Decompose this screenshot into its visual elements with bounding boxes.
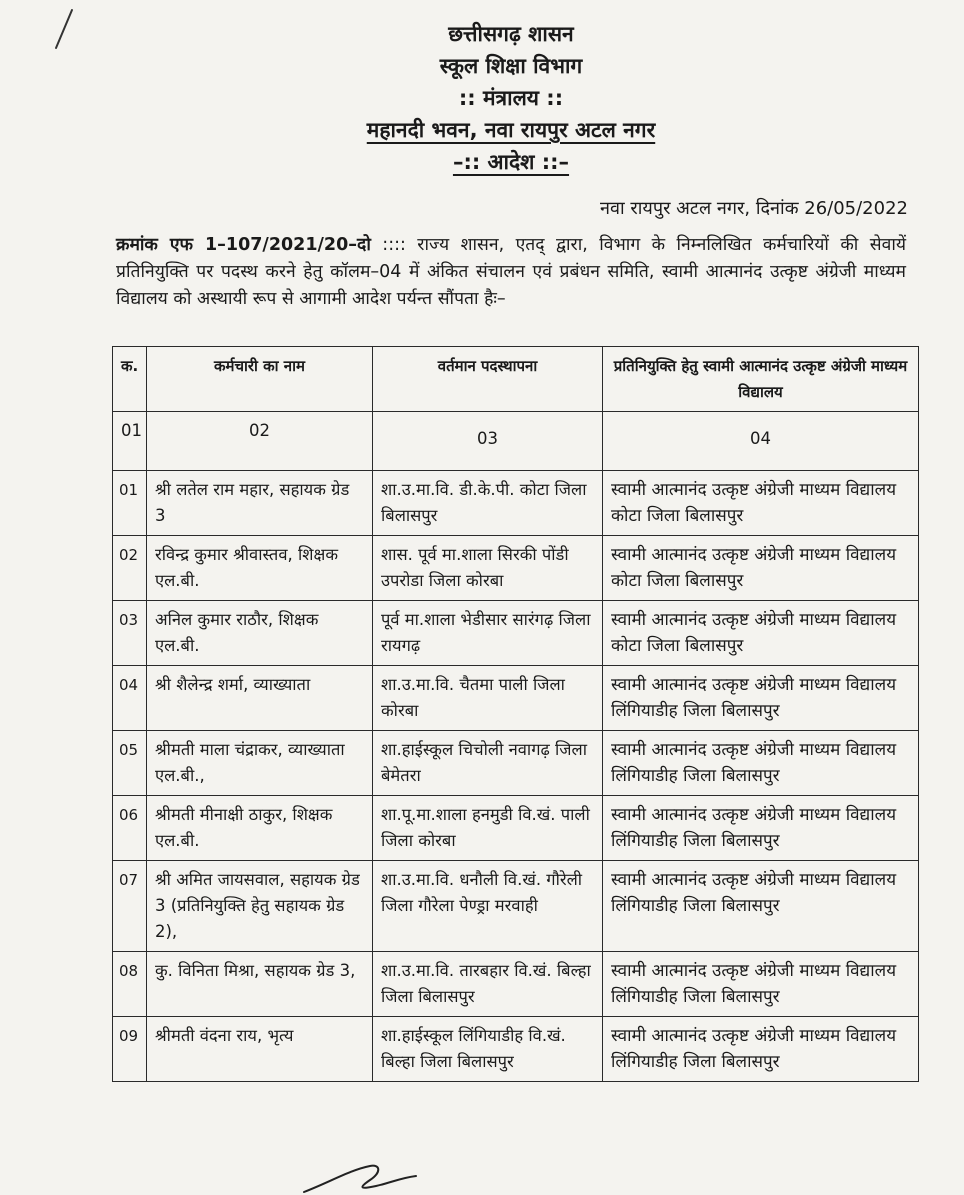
employee-name: श्री अमित जायसवाल, सहायक ग्रेड 3 (प्रतिनियुक्ति हेतु सहायक ग्रेड 2),: [147, 861, 373, 952]
current-posting: शा.पू.मा.शाला हनमुडी वि.खं. पाली जिला कोरबा: [373, 796, 603, 861]
employee-name: कु. विनिता मिश्रा, सहायक ग्रेड 3,: [147, 952, 373, 1017]
deputation-school: स्वामी आत्मानंद उत्कृष्ट अंग्रेजी माध्यम विद्यालय लिंगियाडीह जिला बिलासपुर: [603, 861, 919, 952]
serial-number: 03: [113, 601, 147, 666]
column-number-row: [113, 412, 919, 471]
table-header-row: [113, 347, 919, 412]
header-serial: क.: [113, 347, 147, 412]
deputation-school: स्वामी आत्मानंद उत्कृष्ट अंग्रेजी माध्यम विद्यालय लिंगियाडीह जिला बिलासपुर: [603, 796, 919, 861]
serial-number: 09: [113, 1017, 147, 1082]
deputation-school: स्वामी आत्मानंद उत्कृष्ट अंग्रेजी माध्यम विद्यालय कोटा जिला बिलासपुर: [603, 601, 919, 666]
table-row: [113, 731, 919, 796]
column-number: 01: [113, 412, 147, 471]
ministry-label: :: मंत्रालय ::: [458, 86, 564, 110]
document-header: [0, 18, 964, 178]
handwritten-signature: [300, 1160, 420, 1195]
current-posting: शा.उ.मा.वि. तारबहार वि.खं. बिल्हा जिला बिलासपुर: [373, 952, 603, 1017]
order-date: नवा रायपुर अटल नगर, दिनांक 26/05/2022: [600, 198, 908, 219]
column-number: 04: [603, 412, 919, 471]
table-row: [113, 536, 919, 601]
table-row: [113, 796, 919, 861]
current-posting: शा.हाईस्कूल चिचोली नवागढ़ जिला बेमेतरा: [373, 731, 603, 796]
employee-name: श्रीमती वंदना राय, भृत्य: [147, 1017, 373, 1082]
deputation-school: स्वामी आत्मानंद उत्कृष्ट अंग्रेजी माध्यम विद्यालय लिंगियाडीह जिला बिलासपुर: [603, 1017, 919, 1082]
order-number: क्रमांक एफ 1–107/2021/20–दो: [116, 235, 371, 255]
serial-number: 08: [113, 952, 147, 1017]
header-current-posting: वर्तमान पदस्थापना: [373, 347, 603, 412]
deputation-table: [112, 346, 919, 1082]
header-employee-name: कर्मचारी का नाम: [147, 347, 373, 412]
column-number: 02: [147, 412, 373, 471]
serial-number: 07: [113, 861, 147, 952]
current-posting: पूर्व मा.शाला भेडीसार सारंगढ़ जिला रायगढ़: [373, 601, 603, 666]
table-row: [113, 952, 919, 1017]
office-address: महानदी भवन, नवा रायपुर अटल नगर: [366, 118, 656, 142]
employee-name: अनिल कुमार राठौर, शिक्षक एल.बी.: [147, 601, 373, 666]
header-deputation-school: प्रतिनियुक्ति हेतु स्वामी आत्मानंद उत्कृष्ट अंग्रेजी माध्यम विद्यालय: [603, 347, 919, 412]
current-posting: शा.उ.मा.वि. चैतमा पाली जिला कोरबा: [373, 666, 603, 731]
serial-number: 02: [113, 536, 147, 601]
current-posting: शा.उ.मा.वि. धनौली वि.खं. गौरेली जिला गौरेला पेण्ड्रा मरवाही: [373, 861, 603, 952]
current-posting: शा.हाईस्कूल लिंगियाडीह वि.खं. बिल्हा जिला बिलासपुर: [373, 1017, 603, 1082]
serial-number: 06: [113, 796, 147, 861]
order-title: –:: आदेश ::–: [452, 150, 570, 174]
table-row: [113, 601, 919, 666]
current-posting: शा.उ.मा.वि. डी.के.पी. कोटा जिला बिलासपुर: [373, 471, 603, 536]
deputation-table-wrap: [112, 346, 918, 1082]
current-posting: शास. पूर्व मा.शाला सिरकी पोंडी उपरोडा जिला कोरबा: [373, 536, 603, 601]
deputation-school: स्वामी आत्मानंद उत्कृष्ट अंग्रेजी माध्यम विद्यालय कोटा जिला बिलासपुर: [603, 471, 919, 536]
employee-name: रविन्द्र कुमार श्रीवास्तव, शिक्षक एल.बी.: [147, 536, 373, 601]
column-number: 03: [373, 412, 603, 471]
deputation-school: स्वामी आत्मानंद उत्कृष्ट अंग्रेजी माध्यम विद्यालय कोटा जिला बिलासपुर: [603, 536, 919, 601]
employee-name: श्रीमती माला चंद्राकर, व्याख्याता एल.बी.,: [147, 731, 373, 796]
table-row: [113, 666, 919, 731]
department-name: स्कूल शिक्षा विभाग: [439, 54, 583, 78]
serial-number: 01: [113, 471, 147, 536]
table-row: [113, 861, 919, 952]
table-row: [113, 471, 919, 536]
order-text: :::: राज्य शासन, एतद् द्वारा, विभाग के निम्नलिखित कर्मचारियों की सेवायें प्रतिनियुक्ति पर पदस्थ करने हेतु कॉलम–04 में अंकित संचालन एवं प्रबंधन समिति, स्वामी आत्मानंद उत्कृष्ट अंग्रेजी माध्यम विद्यालय को अस्थायी रूप से आगामी आदेश पर्यन्त सौंपता हैः–: [116, 235, 907, 309]
deputation-school: स्वामी आत्मानंद उत्कृष्ट अंग्रेजी माध्यम विद्यालय लिंगियाडीह जिला बिलासपुर: [603, 731, 919, 796]
deputation-school: स्वामी आत्मानंद उत्कृष्ट अंग्रेजी माध्यम विद्यालय लिंगियाडीह जिला बिलासपुर: [603, 952, 919, 1017]
serial-number: 04: [113, 666, 147, 731]
government-name: छत्तीसगढ़ शासन: [448, 22, 574, 46]
order-paragraph: [116, 232, 906, 313]
employee-name: श्री शैलेन्द्र शर्मा, व्याख्याता: [147, 666, 373, 731]
table-row: [113, 1017, 919, 1082]
employee-name: श्रीमती मीनाक्षी ठाकुर, शिक्षक एल.बी.: [147, 796, 373, 861]
serial-number: 05: [113, 731, 147, 796]
deputation-school: स्वामी आत्मानंद उत्कृष्ट अंग्रेजी माध्यम विद्यालय लिंगियाडीह जिला बिलासपुर: [603, 666, 919, 731]
employee-name: श्री लतेल राम महार, सहायक ग्रेड 3: [147, 471, 373, 536]
